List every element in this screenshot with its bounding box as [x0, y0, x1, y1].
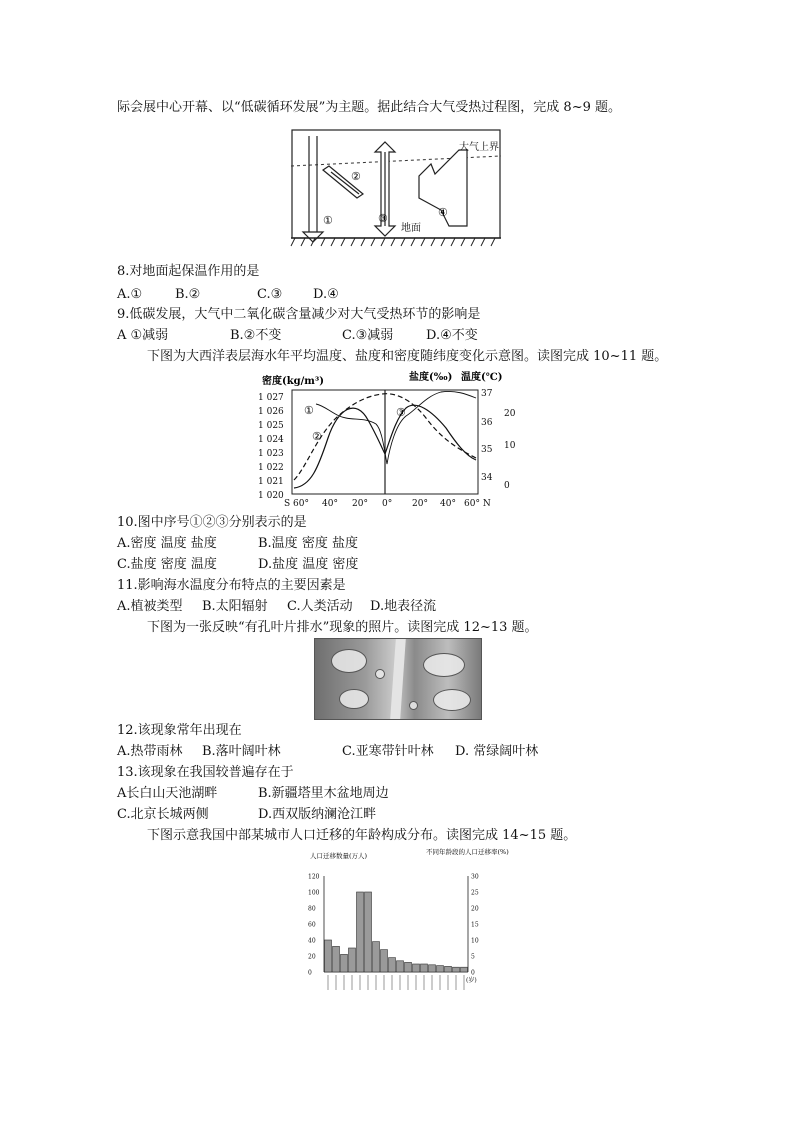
migration-bar: [341, 954, 348, 972]
q11-opt-d: D.地表径流: [370, 599, 437, 614]
leaf-drip-photo: [314, 638, 482, 720]
density-tick: 1 025: [258, 421, 284, 431]
density-tick: 1 027: [258, 393, 284, 403]
marker-3: ③: [378, 212, 388, 225]
migration-bar: [445, 966, 452, 972]
top-label: 大气上界: [459, 142, 499, 153]
migration-bar: [373, 942, 380, 972]
leaf-vein: [390, 639, 406, 719]
migration-y2tick: 0: [471, 969, 475, 977]
q9-stem: 9.低碳发展，大气中二氧化碳含量减少对大气受热环节的影响是: [117, 307, 481, 322]
migration-ylabel: 人口迁移数量(万人): [310, 852, 368, 860]
q13-stem: 13.该现象在我国较普遍存在于: [117, 765, 294, 780]
temp-tick: 20: [504, 409, 516, 419]
migration-ytick: 100: [308, 889, 320, 897]
q11-stem: 11.影响海水温度分布特点的主要因素是: [117, 578, 346, 593]
water-drop: [331, 649, 367, 673]
migration-ytick: 120: [308, 873, 320, 881]
migration-bar: [421, 964, 428, 972]
q13-opt-a: A长白山天池湖畔: [117, 786, 218, 801]
migration-y2tick: 20: [471, 905, 479, 913]
migration-bar: [429, 965, 436, 972]
salinity-tick: 36: [481, 418, 493, 428]
migration-y2tick: 5: [471, 953, 475, 961]
density-tick: 1 022: [258, 463, 284, 473]
migration-y2tick: 25: [471, 889, 479, 897]
migration-ytick: 60: [308, 921, 316, 929]
migration-ytick: 20: [308, 953, 316, 961]
marker-2: ②: [351, 170, 361, 183]
migration-bar: [437, 966, 444, 972]
q8-opt-d: D.④: [313, 287, 339, 302]
q8-opt-c: C.③: [257, 287, 283, 302]
q12-opt-a: A.热带雨林: [117, 744, 183, 759]
density-axis-label: 密度(kg/m³): [262, 376, 324, 387]
q11-opt-b: B.太阳辐射: [202, 599, 268, 614]
salinity-axis-label: 盐度(‰): [409, 372, 453, 383]
density-tick: 1 026: [258, 407, 284, 417]
lat-tick: 60° N: [464, 499, 491, 509]
q12-stem: 12.该现象常年出现在: [117, 723, 242, 738]
migration-ytick: 40: [308, 937, 316, 945]
marker-4: ④: [438, 206, 448, 219]
migration-bar: [365, 892, 372, 972]
migration-y2tick: 10: [471, 937, 479, 945]
q10-stem: 10.图中序号①②③分别表示的是: [117, 515, 307, 530]
density-tick: 1 020: [258, 491, 284, 501]
lat-tick: 0°: [382, 499, 393, 509]
intro-8-9: 际会展中心开幕、以“低碳循环发展”为主题。据此结合大气受热过程图，完成 8~9 题。: [117, 100, 621, 115]
lat-tick: 40°: [440, 499, 456, 509]
water-drop: [409, 701, 418, 710]
migration-ytick: 0: [308, 969, 312, 977]
q12-opt-d: D. 常绿阔叶林: [455, 744, 539, 759]
q9-opt-d: D.④不变: [426, 328, 478, 343]
migration-bar: [349, 948, 356, 972]
q10-opt-c: C.盐度 密度 温度: [117, 557, 217, 572]
salinity-tick: 35: [481, 445, 493, 455]
migration-bar: [397, 961, 404, 972]
salinity-tick: 37: [481, 389, 493, 399]
q8-opt-b: B.②: [175, 287, 201, 302]
temp-tick: 0: [504, 481, 510, 491]
density-tick: 1 021: [258, 477, 284, 487]
migration-bar: [453, 967, 460, 972]
q12-opt-b: B.落叶阔叶林: [202, 744, 281, 759]
q9-opt-a: A ①减弱: [117, 328, 169, 343]
salinity-tick: 34: [481, 473, 493, 483]
migration-bar: [333, 946, 340, 972]
atmosphere-heating-diagram: [291, 128, 503, 252]
q8-stem: 8.对地面起保温作用的是: [117, 264, 260, 279]
q13-opt-d: D.西双版纳澜沧江畔: [258, 807, 377, 822]
temp-axis-label: 温度(℃): [461, 372, 503, 383]
lat-tick: 40°: [322, 499, 338, 509]
migration-ytick: 80: [308, 905, 316, 913]
q13-opt-b: B.新疆塔里木盆地周边: [258, 786, 389, 801]
q10-opt-d: D.盐度 温度 密度: [258, 557, 359, 572]
migration-y2tick: 30: [471, 873, 479, 881]
atlantic-profile-chart: [256, 368, 514, 508]
migration-bar: [413, 964, 420, 972]
atlantic-marker-2: ②: [312, 430, 322, 443]
migration-y2tick: 15: [471, 921, 479, 929]
q10-opt-a: A.密度 温度 盐度: [117, 536, 217, 551]
water-drop: [433, 689, 471, 711]
q13-opt-c: C.北京长城两侧: [117, 807, 209, 822]
intro-14-15: 下图示意我国中部某城市人口迁移的年龄构成分布。读图完成 14~15 题。: [147, 828, 577, 843]
q11-opt-c: C.人类活动: [287, 599, 353, 614]
density-tick: 1 023: [258, 449, 284, 459]
lat-tick: S 60°: [284, 499, 309, 509]
migration-bar: [461, 967, 468, 972]
water-drop: [339, 689, 369, 709]
ground-label: 地面: [401, 223, 421, 234]
migration-bar: [357, 892, 364, 972]
atlantic-marker-3: ③: [396, 406, 406, 419]
density-tick: 1 024: [258, 435, 284, 445]
water-drop: [423, 653, 465, 677]
migration-bar: [405, 962, 412, 972]
water-drop: [375, 669, 385, 679]
marker-1: ①: [323, 214, 333, 227]
q9-opt-b: B.②不变: [230, 328, 282, 343]
migration-bar: [381, 950, 388, 972]
q11-opt-a: A.植被类型: [117, 599, 183, 614]
q9-opt-c: C.③减弱: [342, 328, 394, 343]
intro-10-11: 下图为大西洋表层海水年平均温度、盐度和密度随纬度变化示意图。读图完成 10~11 题。: [147, 349, 668, 364]
migration-y2label: 不同年龄段的人口迁移率(%): [426, 848, 509, 856]
temp-tick: 10: [504, 441, 516, 451]
migration-bar: [325, 940, 332, 972]
lat-tick: 20°: [412, 499, 428, 509]
intro-12-13: 下图为一张反映“有孔叶片排水”现象的照片。读图完成 12~13 题。: [147, 620, 538, 635]
q10-opt-b: B.温度 密度 盐度: [258, 536, 358, 551]
atlantic-marker-1: ①: [304, 404, 314, 417]
migration-xunit: (岁): [466, 977, 477, 984]
lat-tick: 20°: [352, 499, 368, 509]
q12-opt-c: C.亚寒带针叶林: [342, 744, 434, 759]
migration-bar: [389, 958, 396, 972]
migration-age-chart: [306, 848, 509, 998]
q8-opt-a: A.①: [117, 287, 143, 302]
